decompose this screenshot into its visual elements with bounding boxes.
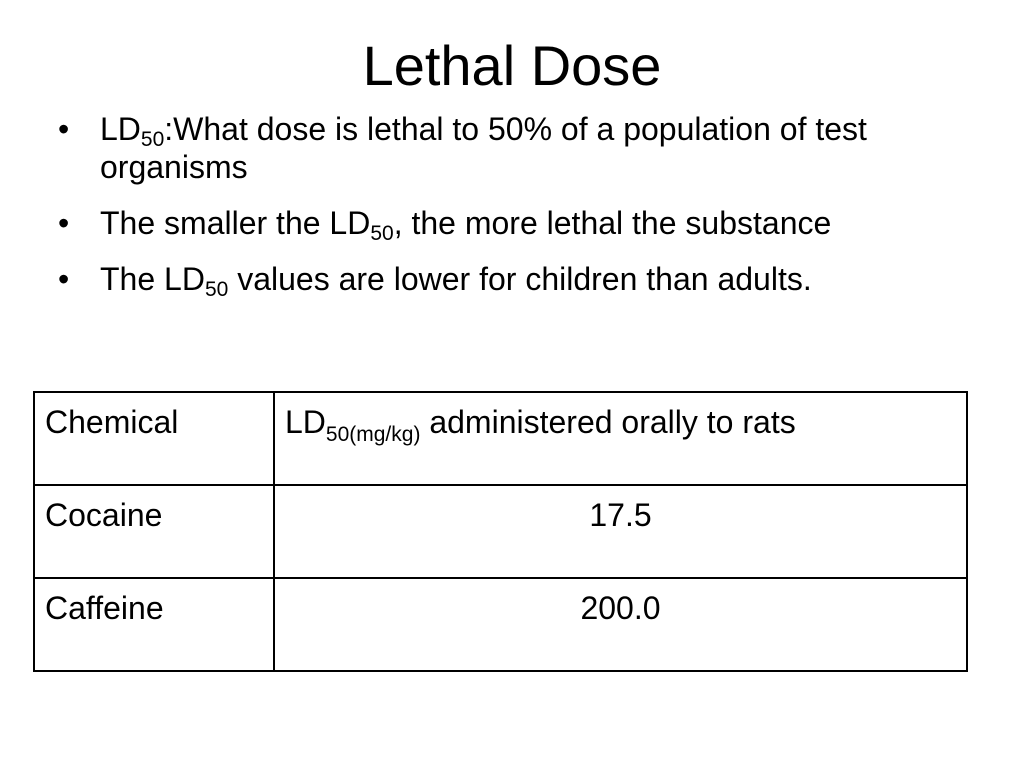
table-row [34,578,967,671]
table-header-row [34,392,967,485]
bullet-text-post: , the more lethal the substance [393,205,832,241]
cell-chemical: Cocaine [34,485,274,578]
bullet-item-smaller-more-lethal [56,204,956,245]
bullet-text-sub: 50 [204,278,229,301]
cell-chemical: Caffeine [34,578,274,671]
bullet-text-pre: The smaller the LD [100,205,371,241]
header-ld50-pre: LD [285,404,326,440]
bullet-text-pre: LD [100,111,141,147]
table-row [34,485,967,578]
bullet-list [56,110,956,316]
bullet-item-ld50-definition [56,110,956,186]
header-ld50-post: administered orally to rats [420,404,796,440]
bullet-text-post: :What dose is lethal to 50% of a population of test organisms [100,111,867,185]
bullet-icon: • [58,111,70,147]
bullet-text-sub: 50 [140,128,165,151]
header-ld50-sub: 50(mg/kg) [325,423,421,446]
bullet-text-sub: 50 [370,222,394,245]
bullet-icon: • [58,205,70,241]
bullet-item-children-lower [56,260,956,301]
cell-ld50-value: 17.5 [274,485,967,578]
header-cell-chemical: Chemical [34,392,274,485]
cell-ld50-value: 200.0 [274,578,967,671]
bullet-text-post: values are lower for children than adults. [228,261,812,297]
ld50-table [33,391,968,672]
slide-title: Lethal Dose [362,34,662,97]
bullet-icon: • [58,261,70,297]
bullet-text-pre: The LD [100,261,205,297]
header-cell-ld50 [274,392,967,485]
